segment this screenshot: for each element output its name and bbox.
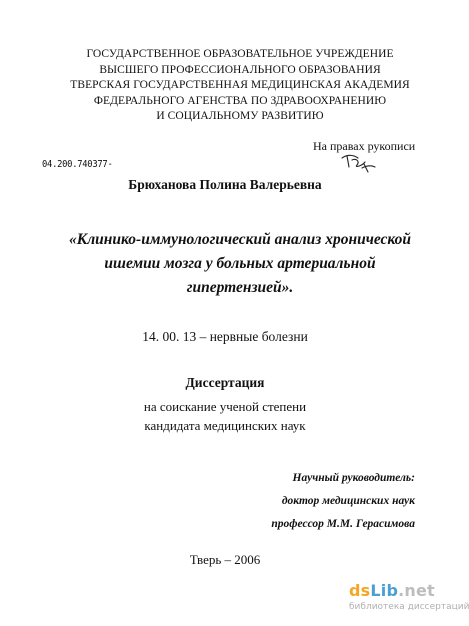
degree-line: на соискание ученой степени — [143, 399, 307, 414]
advisor-name: профессор М.М. Герасимова — [271, 518, 415, 530]
institution-line: ТВЕРСКАЯ ГОСУДАРСТВЕННАЯ МЕДИЦИНСКАЯ АКАДЕМИЯ — [70, 79, 410, 92]
advisor-heading: Научный руководитель: — [292, 472, 415, 484]
scientific-advisor — [271, 467, 415, 536]
title-line: «Клинико-иммунологический анализ хронической — [68, 231, 412, 248]
specialty-code: 14. 00. 13 – нервные болезни — [142, 329, 308, 344]
watermark-brand-lib: Lib — [370, 581, 399, 600]
author-name: Брюханова Полина Валерьевна — [128, 177, 322, 192]
document-type: Диссертация — [185, 375, 265, 390]
watermark-brand — [349, 581, 435, 600]
city-year: Тверь – 2006 — [189, 552, 261, 567]
institution-line: ВЫСШЕГО ПРОФЕССИОНАЛЬНОГО ОБРАЗОВАНИЯ — [99, 63, 381, 76]
watermark-subtitle: библиотека диссертаций — [349, 602, 469, 612]
title-line: гипертензией». — [186, 279, 294, 296]
institution-line: ФЕДЕРАЛЬНОГО АГЕНСТВА ПО ЗДРАВООХРАНЕНИЮ — [93, 94, 387, 107]
advisor-degree: доктор медицинских наук — [281, 495, 415, 507]
watermark-brand-ds: ds — [349, 581, 371, 600]
dslib-watermark[interactable] — [349, 581, 469, 621]
dissertation-title — [40, 228, 440, 300]
institution-line: ГОСУДАРСТВЕННОЕ ОБРАЗОВАТЕЛЬНОЕ УЧРЕЖДЕНИЕ — [86, 48, 394, 60]
watermark-brand-net: .net — [398, 581, 435, 600]
rights-note: На правах рукописи — [313, 139, 416, 153]
title-line: ишемии мозга у больных артериальной — [104, 255, 376, 272]
degree-sought — [0, 397, 450, 435]
institution-header — [60, 47, 420, 125]
degree-line: кандидата медицинских наук — [144, 418, 306, 433]
handwritten-signature — [338, 152, 378, 174]
institution-line: И СОЦИАЛЬНОМУ РАЗВИТИЮ — [156, 110, 324, 123]
registration-stamp: 04.200.740377- — [42, 159, 113, 170]
